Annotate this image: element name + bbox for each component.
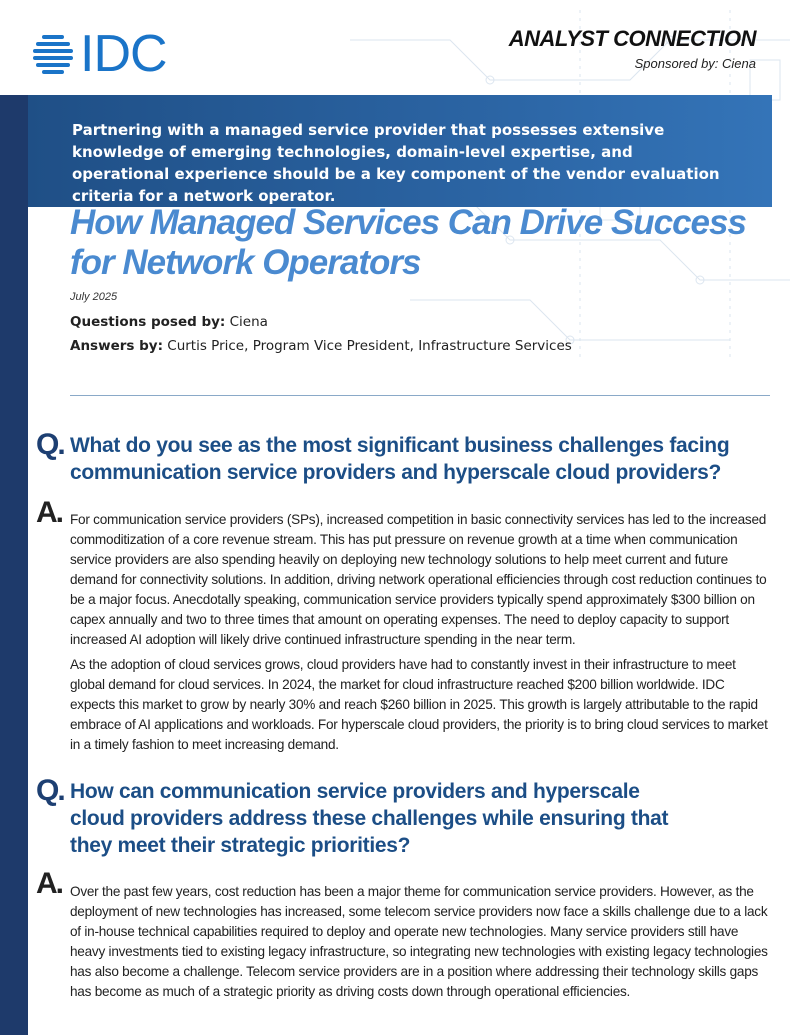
answer-1-paragraph-2: As the adoption of cloud services grows, cloud providers have had to constantly invest in their infrastructure to meet global demand for cloud services. In 2024, the market for cloud infrastructure reached $200 billion worldwide. IDC expects this market to grow by nearly 30% and reach $260 billion in 2025. This growth is largely attributable to the rapid embrace of AI applications and workloads. For hyperscale cloud providers, the priority is to bring cloud services to market in a timely fashion to meet increasing demand.	[70, 657, 768, 752]
answer-2-paragraph-1: Over the past few years, cost reduction has been a major theme for communication service providers. However, as the deployment of new technologies has increased, some telecom service providers now face a skills challenge due to a lack of in-house technical capabilities required to deploy and operate new technologies. Many service providers still have heavy investments tied to existing legacy infrastructure, so integrating new technologies with existing legacy technologies has also become a challenge. Telecom service providers are in a position where addressing their technology skills gaps has become as much of a strategic priority as driving costs down through operational efficiencies.	[70, 884, 768, 999]
header-right	[509, 26, 756, 71]
answer-marker: A.	[36, 496, 62, 529]
question-2-text: How can communication service providers and hyperscale cloud providers address these challenges while ensuring that they meet their strategic priorities?	[70, 780, 669, 857]
idc-logo	[32, 25, 167, 83]
answer-1-paragraph-1: For communication service providers (SPs), increased competition in basic connectivity services has led to the increased commoditization of a core revenue stream. This has put pressure on revenue growth at a time when communication service providers are also spending heavily on deploying new technology solutions to help meet current and future demand for connectivity solutions. In addition, driving network operational efficiencies through cost reduction continues to be a major focus. Anecdotally speaking, communication service providers typically spend approximately $300 billion on capex annually and two to three times that amount on operating expenses. The need to deploy capacity to support increased AI adoption will likely drive continued infrastructure spending in the near term.	[70, 512, 767, 647]
left-accent-bar	[0, 95, 28, 1035]
answers-by-label: Answers by:	[70, 338, 163, 354]
answers-by-line	[70, 338, 572, 354]
globe-icon	[32, 33, 74, 75]
publication-date: July 2025	[70, 291, 118, 303]
answer-marker: A.	[36, 867, 62, 900]
section-divider	[70, 395, 770, 396]
question-marker: Q.	[36, 428, 64, 461]
questions-posed-label: Questions posed by:	[70, 314, 226, 330]
questions-posed-value: Ciena	[225, 314, 268, 330]
logo-text: IDC	[80, 25, 167, 83]
summary-banner	[28, 95, 772, 207]
question-marker: Q.	[36, 774, 64, 807]
page-title: How Managed Services Can Drive Success for Network Operators	[70, 203, 746, 282]
question-1-text: What do you see as the most significant business challenges facing communication service providers and hyperscale cloud providers?	[70, 434, 730, 484]
sponsor-line: Sponsored by: Ciena	[634, 56, 756, 71]
answers-by-value: Curtis Price, Program Vice President, Infrastructure Services	[162, 338, 572, 354]
questions-posed-line	[70, 314, 268, 330]
banner-text: Partnering with a managed service provider that possesses extensive knowledge of emerging technologies, domain-level expertise, and operational experience should be a key component of the vendor evaluation criteria for a network operator.	[72, 121, 720, 205]
report-type: ANALYST CONNECTION	[508, 26, 756, 51]
